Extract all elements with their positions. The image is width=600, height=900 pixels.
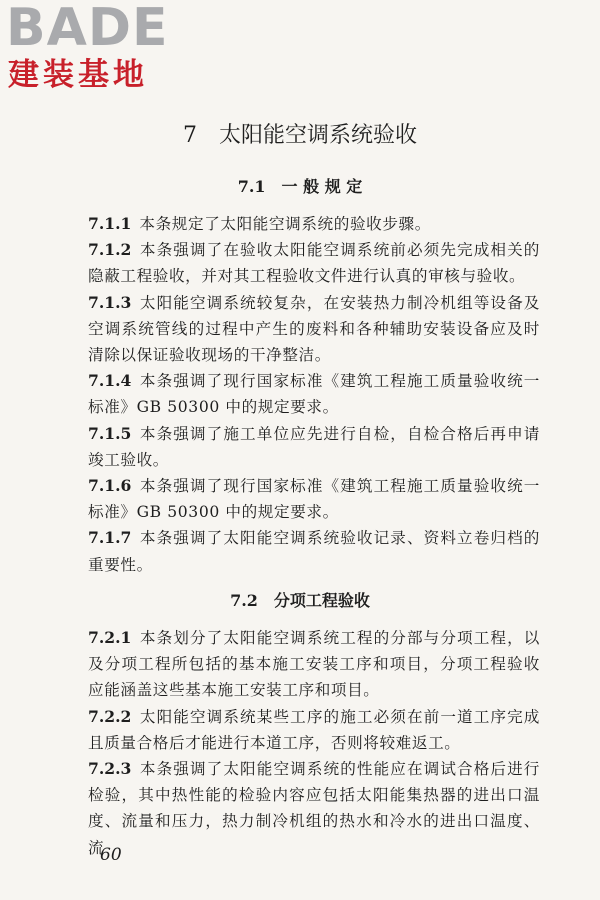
clause-number: 7.2.2 <box>88 706 132 726</box>
clause-7-2-1 <box>88 625 540 704</box>
section-title-7-1: 7.1 一 般 规 定 <box>237 177 363 196</box>
clause-7-1-2 <box>88 237 540 289</box>
clause-7-1-5 <box>88 421 540 473</box>
clause-text: 本条强调了现行国家标准《建筑工程施工质量验收统一标准》GB 50300 中的规定要求。 <box>88 372 540 417</box>
logo-tagline: 建装基地 <box>8 57 148 93</box>
clause-7-1-7 <box>88 525 540 577</box>
clause-7-1-1 <box>88 211 540 237</box>
clause-7-1-6 <box>88 473 540 525</box>
clause-text: 本条强调了太阳能空调系统验收记录、资料立卷归档的重要性。 <box>88 529 540 574</box>
clause-number: 7.1.4 <box>88 371 132 391</box>
clause-text: 本条划分了太阳能空调系统工程的分部与分项工程，以及分项工程所包括的基本施工安装工序和项目，分项工程验收应能涵盖这些基本施工安装工序和项目。 <box>88 629 540 700</box>
clause-text: 本条强调了施工单位应先进行自检，自检合格后再申请竣工验收。 <box>88 424 540 469</box>
clause-text: 本条强调了太阳能空调系统的性能应在调试合格后进行检验，其中热性能的检验内容应包括太阳能集热器的进出口温度、流量和压力，热力制冷机组的热水和冷水的进出口温度、流 <box>88 760 540 857</box>
clause-7-2-3 <box>88 756 540 861</box>
clause-text: 太阳能空调系统较复杂，在安装热力制冷机组等设备及空调系统管线的过程中产生的废料和各种辅助安装设备应及时清除以保证验收现场的干净整洁。 <box>88 293 540 365</box>
clause-text: 本条强调了现行国家标准《建筑工程施工质量验收统一标准》GB 50300 中的规定要求。 <box>88 477 540 522</box>
page-number: 60 <box>100 845 122 865</box>
clause-text: 太阳能空调系统某些工序的施工必须在前一道工序完成且质量合格后才能进行本道工序，否则将较难返工。 <box>88 707 540 752</box>
section-7-1-body <box>88 211 540 578</box>
section-title-7-2: 7.2 分项工程验收 <box>230 591 370 610</box>
clause-number: 7.2.3 <box>88 759 132 779</box>
clause-number: 7.1.5 <box>88 423 132 443</box>
clause-number: 7.2.1 <box>88 628 132 647</box>
clause-number: 7.1.3 <box>88 292 132 312</box>
clause-7-2-2 <box>88 704 540 756</box>
clause-number: 7.1.1 <box>88 214 132 233</box>
logo-wordmark: BADE <box>6 0 169 58</box>
clause-7-1-3 <box>88 290 540 369</box>
clause-number: 7.1.7 <box>88 528 132 548</box>
clause-number: 7.1.2 <box>88 240 132 260</box>
bade-logo <box>6 2 176 94</box>
section-7-2-body <box>88 625 540 861</box>
chapter-title: 7 太阳能空调系统验收 <box>183 123 417 148</box>
clause-text: 本条规定了太阳能空调系统的验收步骤。 <box>139 215 431 233</box>
clause-text: 本条强调了在验收太阳能空调系统前必须先完成相关的隐蔽工程验收，并对其工程验收文件进行认真的审核与验收。 <box>88 241 540 286</box>
clause-7-1-4 <box>88 368 540 420</box>
clause-number: 7.1.6 <box>88 476 132 496</box>
